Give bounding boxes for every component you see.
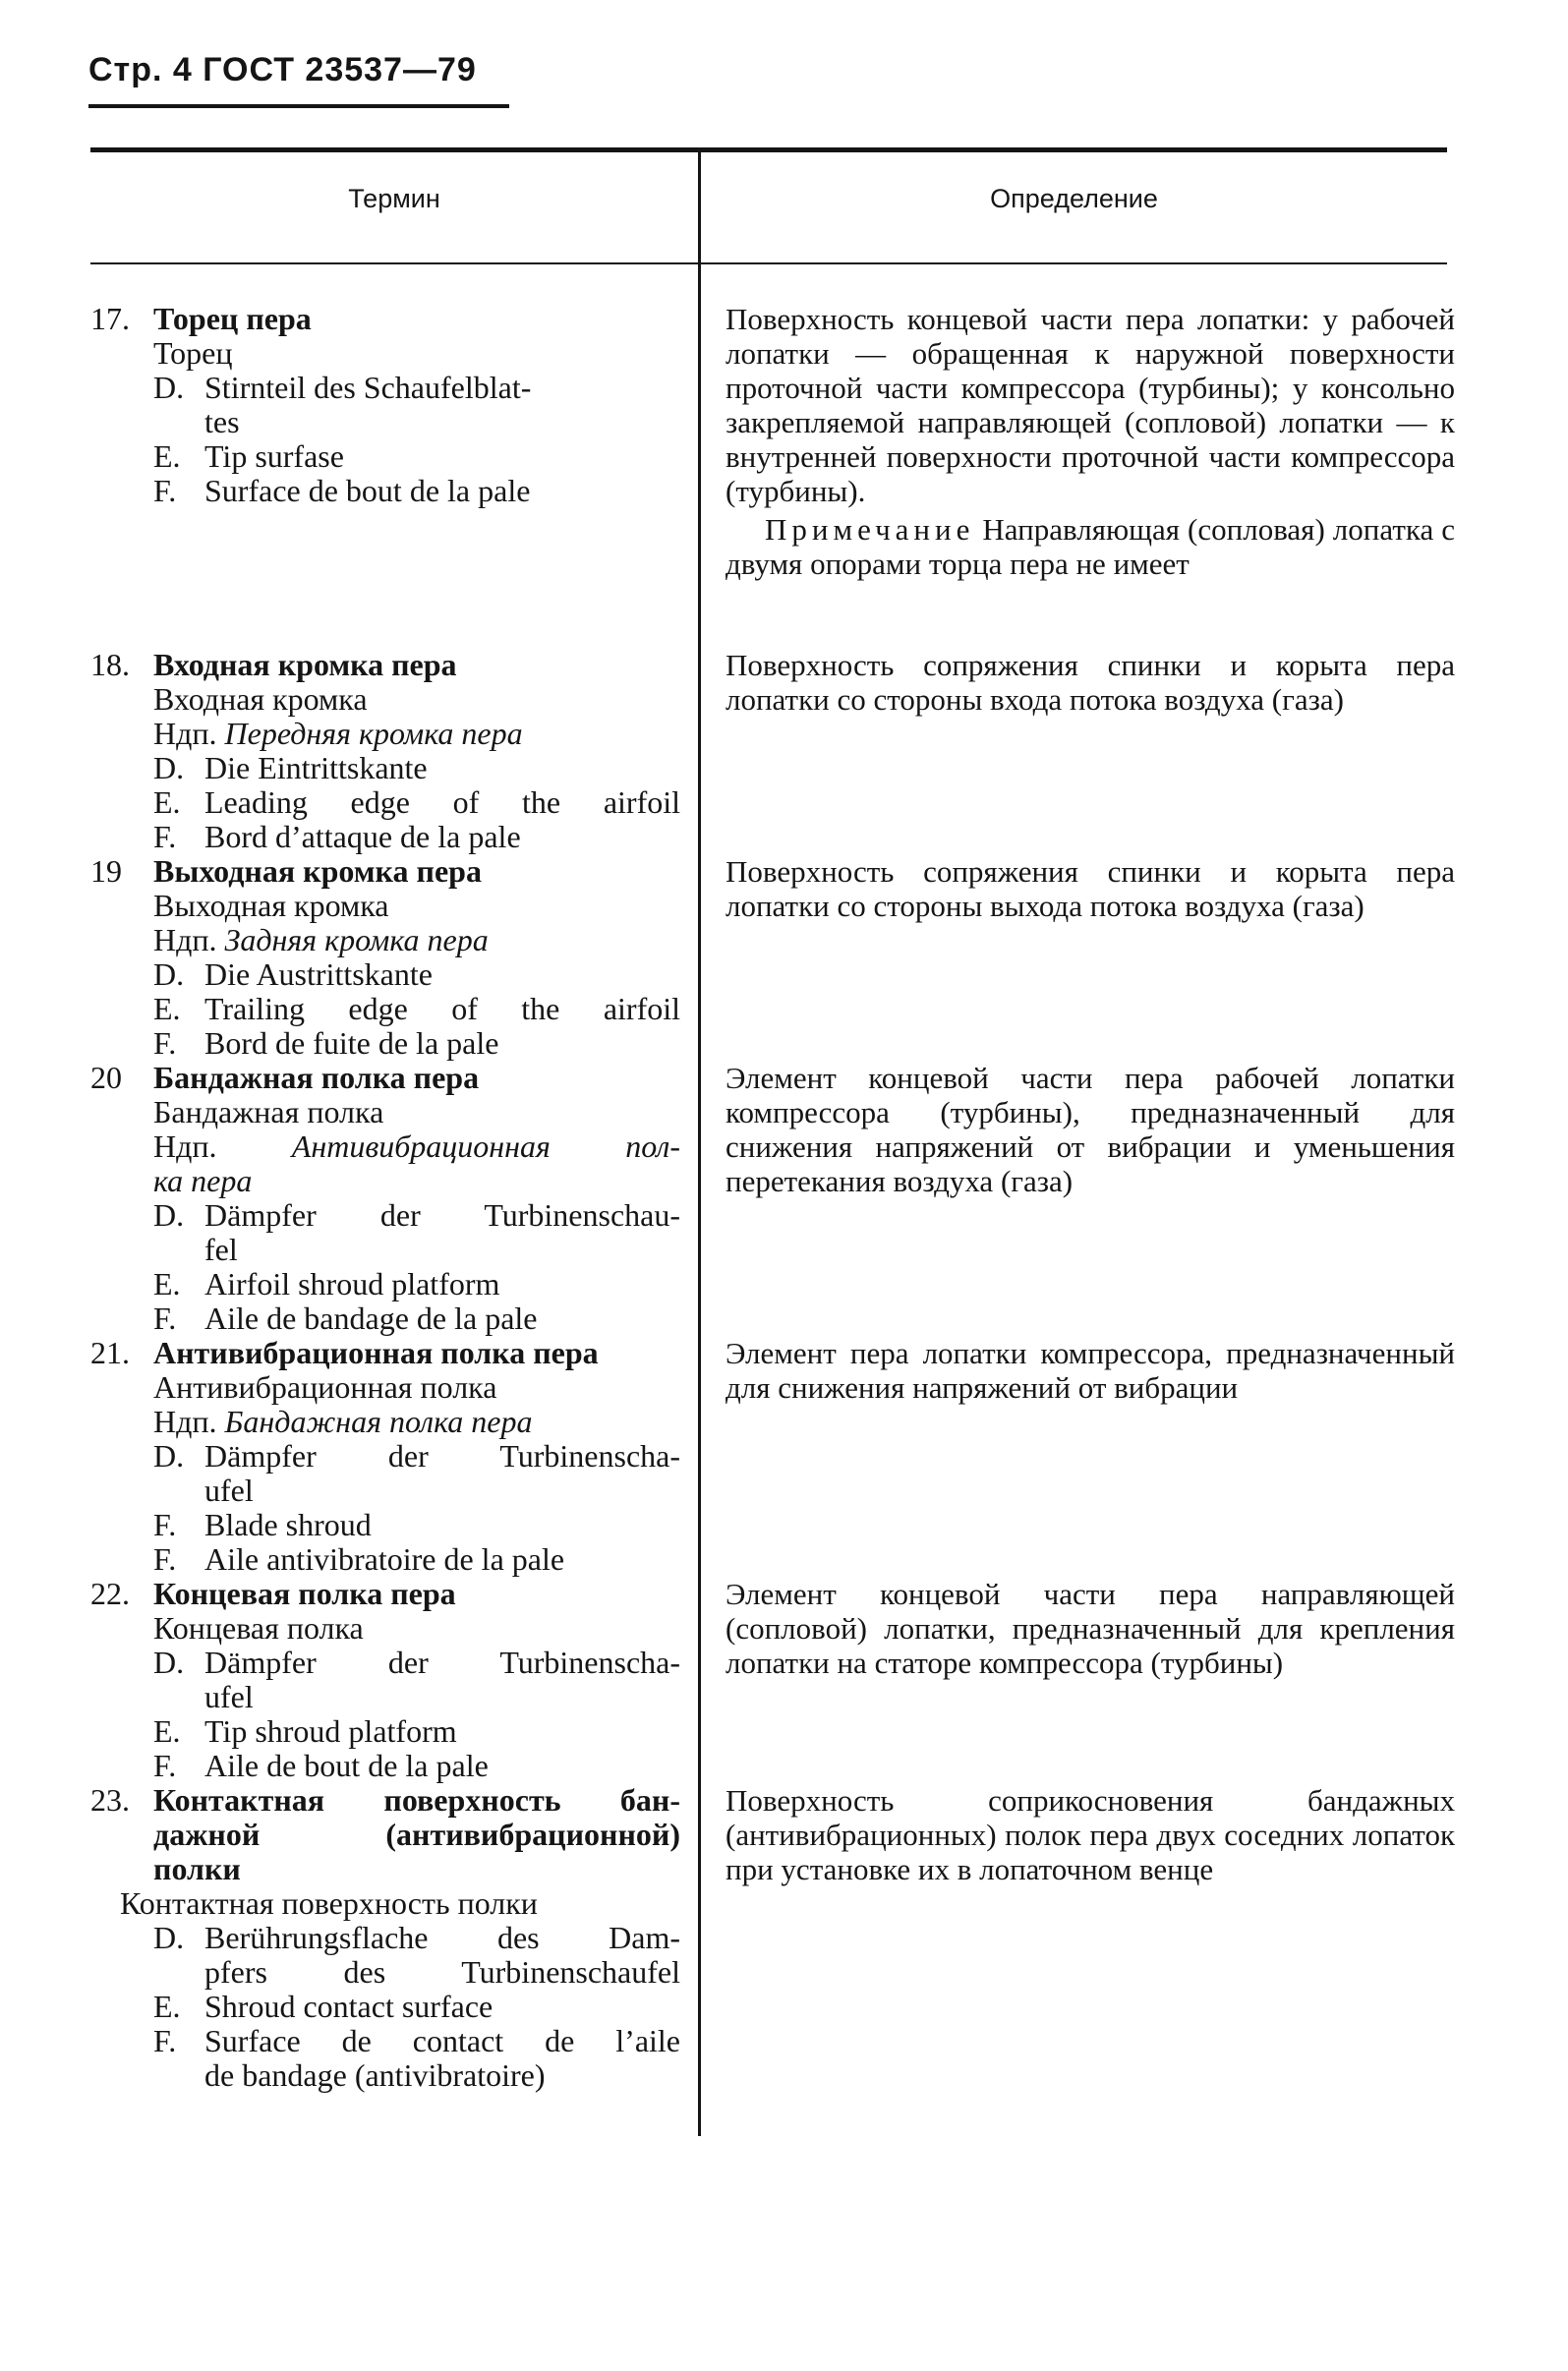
- table-column-divider: [698, 147, 701, 2136]
- definition-note: [726, 512, 1455, 581]
- definition-21: Элемент пера лопатки компрессора, предназначенный для снижения напряжений от вибрации: [726, 1336, 1455, 1405]
- table-header-rule: [90, 262, 1447, 264]
- term-german-cont: pfers des Turbinenschaufel: [204, 1954, 680, 1990]
- table-top-rule: [90, 147, 1447, 152]
- term-french: F. Surface de bout de la pale: [153, 473, 531, 508]
- term-short-form: Выходная кромка: [153, 888, 389, 923]
- page-header: Стр. 4 ГОСТ 23537—79: [88, 51, 477, 88]
- entry-number: 17.: [90, 301, 130, 336]
- term-title: Контактная поверхность бан-: [153, 1782, 680, 1818]
- entry-number: 19: [90, 853, 122, 889]
- definition-22: Элемент концевой части пера направляющей (сопловой) лопатки, предназначенный для крепления лопатки на статоре компрессора (турбины): [726, 1577, 1455, 1680]
- term-english: E. Tip surfase: [153, 438, 344, 474]
- term-title: Бандажная полка пера: [153, 1060, 480, 1095]
- term-not-allowed: Ндп. Задняя кромка пера: [153, 922, 489, 957]
- term-german: D. Dämpfer der Turbinenscha-: [153, 1438, 680, 1474]
- term-english: E. Trailing edge of the airfoil: [153, 991, 680, 1026]
- definition-23: Поверхность соприкосновения бандажных (антивибрационных) полок пера двух соседних лопаток при установке их в лопаточном венце: [726, 1783, 1455, 1886]
- entry-number: 23.: [90, 1782, 130, 1818]
- term-title: Торец пера: [153, 301, 312, 336]
- note-label: Примечание: [765, 512, 975, 547]
- term-german-cont: ufel: [204, 1679, 254, 1714]
- term-short-form: Концевая полка: [153, 1610, 364, 1646]
- term-german: D. Stirnteil des Schaufelblat-: [153, 370, 532, 405]
- term-entry-22: [90, 1577, 680, 1783]
- term-french: F. Surface de contact de l’aile: [153, 2023, 680, 2058]
- term-entry-20: [90, 1061, 680, 1336]
- term-french: F. Bord d’attaque de la pale: [153, 819, 521, 854]
- term-title: Антивибрационная полка пера: [153, 1335, 599, 1370]
- term-short-form: Контактная поверхность полки: [120, 1885, 538, 1921]
- term-french: F. Aile antivibratoire de la pale: [153, 1541, 565, 1577]
- term-german-cont: tes: [204, 404, 240, 439]
- term-german: D. Die Eintrittskante: [153, 750, 428, 785]
- definition-18: Поверхность сопряжения спинки и корыта пера лопатки со стороны входа потока воздуха (газа): [726, 648, 1455, 717]
- term-title-cont: дажной (антивибрационной): [153, 1817, 680, 1852]
- term-german-cont: ufel: [204, 1473, 254, 1508]
- term-short-form: Торец: [153, 335, 233, 371]
- entry-number: 21.: [90, 1335, 130, 1370]
- term-french: F. Aile de bandage de la pale: [153, 1301, 538, 1336]
- term-french: F. Aile de bout de la pale: [153, 1748, 489, 1783]
- term-french: F. Bord de fuite de la pale: [153, 1025, 499, 1061]
- definition-text: Поверхность концевой части пера лопатки: у рабочей лопатки — обращенная к наружной поверхности проточной части компрессора (турбины); у консольно закрепляемой направляющей (сопловой) лопатки — к внутренней поверхности проточной части компрессора (турбины).: [726, 302, 1455, 508]
- term-french-cont: de bandage (antivibratoire): [204, 2057, 546, 2093]
- term-short-form: Антивибрационная полка: [153, 1369, 497, 1405]
- term-english: F. Blade shroud: [153, 1507, 372, 1542]
- term-entry-21: [90, 1336, 680, 1577]
- term-english: E. Shroud contact surface: [153, 1989, 494, 2024]
- term-english: E. Airfoil shroud platform: [153, 1266, 500, 1301]
- header-underline: [88, 104, 509, 108]
- term-entry-23: [90, 1783, 680, 2093]
- term-not-allowed: Ндп. Передняя кромка пера: [153, 716, 523, 751]
- definition-20: Элемент концевой части пера рабочей лопатки компрессора (турбины), предназначенный для снижения напряжений от вибрации и уменьшения перетекания воздуха (газа): [726, 1061, 1455, 1198]
- term-short-form: Входная кромка: [153, 681, 368, 717]
- definition-19: Поверхность сопряжения спинки и корыта пера лопатки со стороны выхода потока воздуха (газа): [726, 854, 1455, 923]
- term-not-allowed: Ндп. Антивибрационная пол-: [153, 1128, 680, 1164]
- term-german-cont: fel: [204, 1232, 238, 1267]
- term-short-form: Бандажная полка: [153, 1094, 384, 1129]
- term-german: D. Dämpfer der Turbinenscha-: [153, 1645, 680, 1680]
- term-not-allowed: Ндп. Бандажная полка пера: [153, 1404, 533, 1439]
- term-title: Выходная кромка пера: [153, 853, 482, 889]
- term-not-allowed-cont: ка пера: [153, 1163, 253, 1198]
- term-title: Концевая полка пера: [153, 1576, 456, 1611]
- term-title-cont: полки: [153, 1851, 241, 1886]
- term-title: Входная кромка пера: [153, 647, 457, 682]
- term-german: D. Berührungsflache des Dam-: [153, 1920, 680, 1955]
- term-entry-18: [90, 648, 680, 854]
- column-header-definition: Определение: [990, 184, 1158, 213]
- column-header-term: Термин: [348, 184, 440, 213]
- term-german: D. Dämpfer der Turbinenschau-: [153, 1197, 680, 1233]
- entry-number: 22.: [90, 1576, 130, 1611]
- note-text: Направляющая (сопловая) лопатка с двумя опорами торца пера не имеет: [726, 512, 1456, 581]
- term-english: E. Tip shroud platform: [153, 1713, 457, 1749]
- term-german: D. Die Austrittskante: [153, 956, 433, 992]
- term-entry-19: [90, 854, 680, 1061]
- definition-17: [726, 302, 1455, 581]
- entry-number: 20: [90, 1060, 122, 1095]
- term-english: E. Leading edge of the airfoil: [153, 784, 680, 820]
- entry-number: 18.: [90, 647, 130, 682]
- term-entry-17: [90, 302, 680, 508]
